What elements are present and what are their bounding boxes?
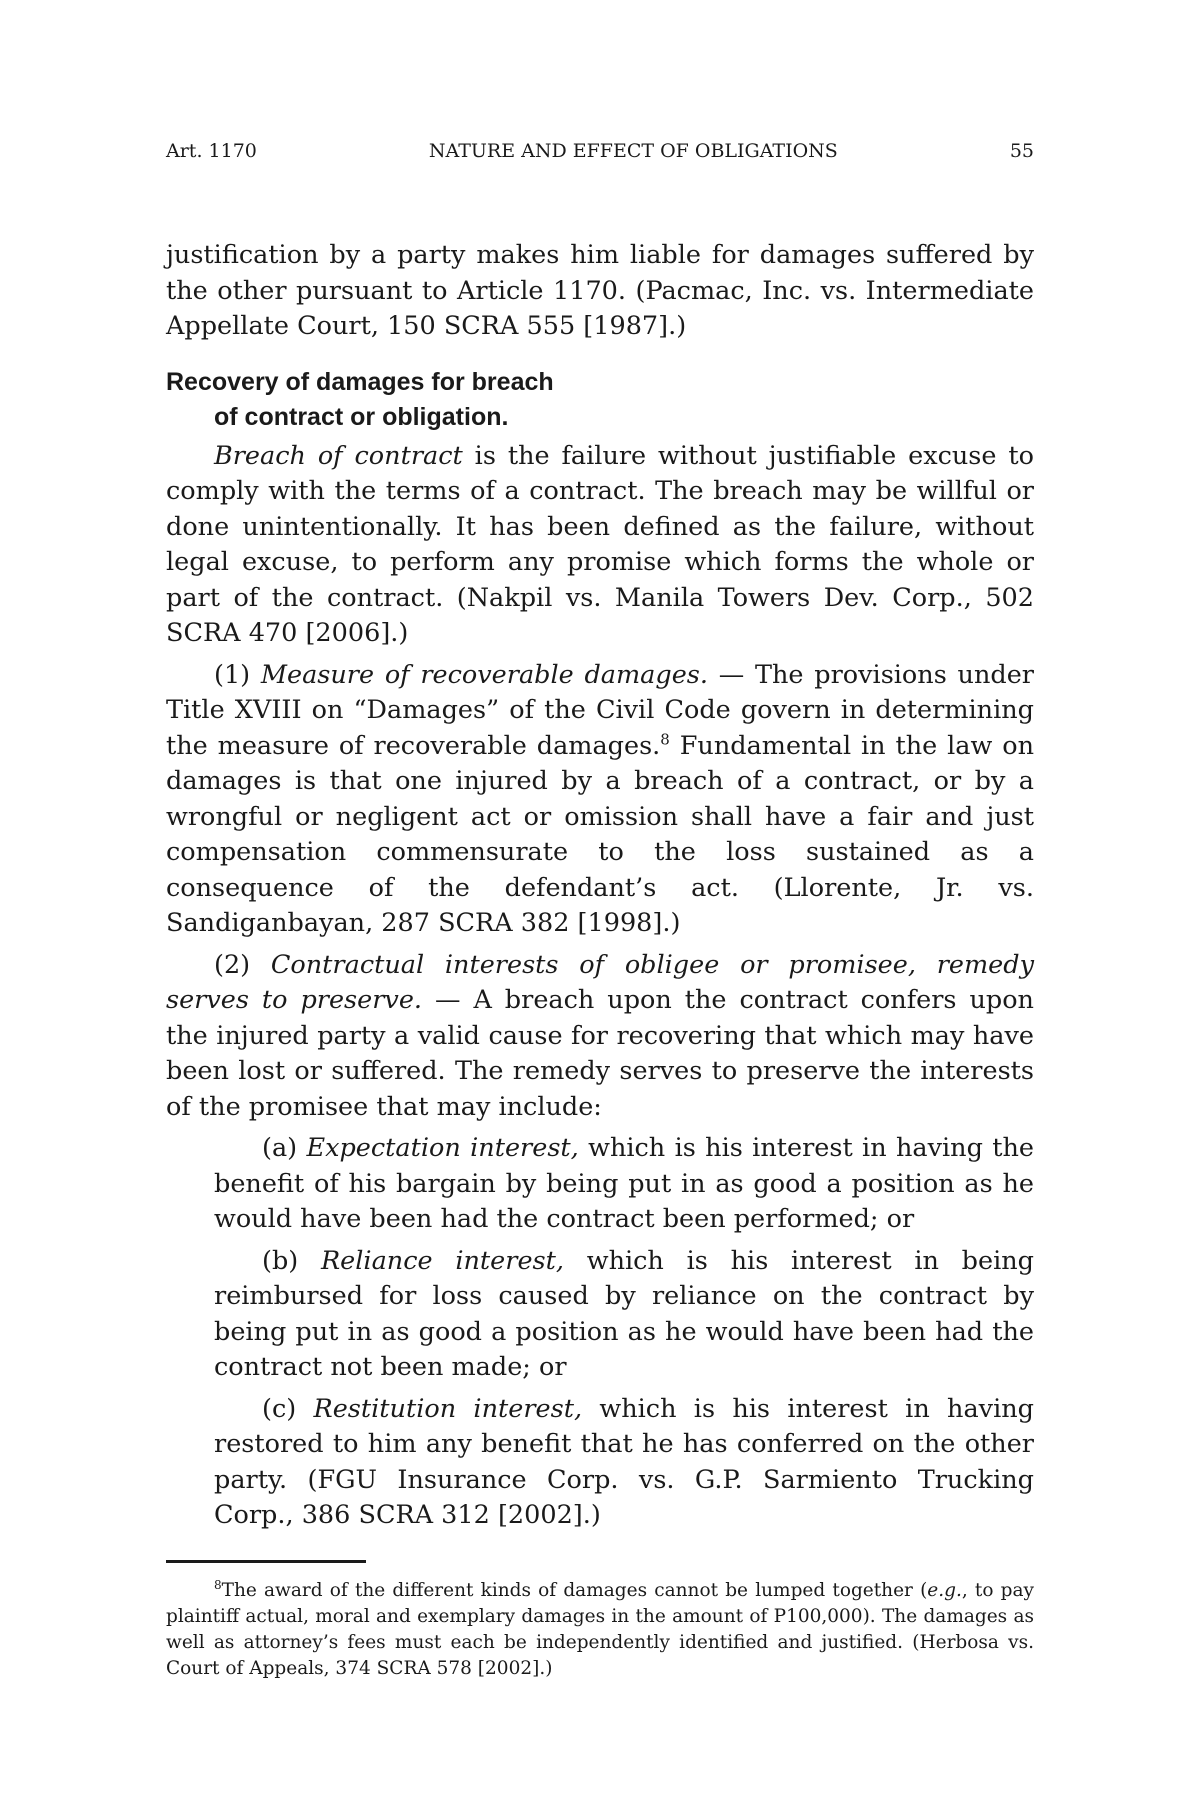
paragraph-measure-of-damages: (1) Measure of recoverable damages. — The provisions under Title XVIII on “Damages” of the Civil Code govern in determining the measure of recoverable damages.$^8$ Fundamental in the law on damages is that one injured by a breach of a contract, or by a wrongful or negligent act or omission shall have a fair and just compensation commensurate to the loss sustained as a consequence of the defendant’s act. (Llorente, Jr. vs. Sandiganbayan, 287 SCRA 382 [1998].) (166, 659, 1034, 938)
article-reference: Art. 1170 (166, 140, 257, 162)
item-term: Reliance interest, (320, 1245, 564, 1276)
footnote-reference: 8 (660, 730, 670, 748)
footnote (166, 1578, 1034, 1682)
list-item-expectation-interest: (a) Expectation interest, which is his interest in having the benefit of his bargain by being put in as good a position as he would have been had the contract been performed; or (214, 1133, 1035, 1234)
footnote-marker: 8 (214, 1577, 222, 1592)
item-term: Expectation interest, (306, 1133, 579, 1163)
chapter-title: NATURE AND EFFECT OF OBLIGATIONS (428, 140, 838, 162)
paragraph-contractual-interests: (2) Contractual interests of obligee or promisee, remedy serves to preserve. — A breach upon the contract confers upon the injured party a valid cause for recovering that which may have been lost or suffered. The remedy serves to preserve the interests of the promisee that may include: (166, 949, 1034, 1122)
defined-term: Breach of contract (214, 440, 463, 471)
section-heading (166, 365, 1034, 435)
list-item-restitution-interest: (c) Restitution interest, which is his interest in having restored to him any benefit that he has conferred on the other party. (FGU Insurance Corp. vs. G.P. Sarmiento Trucking Corp., 386 SCRA 312 [2002].) (214, 1393, 1034, 1530)
subheading-term: Measure of recoverable damages. (260, 659, 708, 690)
footnote-text: $^8$The award of the different kinds of damages cannot be lumped together (e.g., to pay plaintiff actual, moral and exemplary damages in the amount of P100,000). The damages as well as attorney’s fees must each be independently identified and justified. (Herbosa vs. Court of Appeals, 374 SCRA 578 [2002].) (166, 1577, 1034, 1679)
page-number: 55 (1009, 140, 1034, 162)
running-header (166, 140, 1034, 162)
subheading-term: Contractual interests of obligee or promisee, remedy serves to preserve. (166, 949, 1034, 1015)
continued-paragraph: justification by a party makes him liable for damages suffered by the other pursuant to Article 1170. (Pacmac, Inc. vs. Intermediate Appellate Court, 150 SCRA 555 [1987].) (166, 240, 1034, 341)
section-heading-line-2: of contract or obligation. (214, 402, 509, 431)
section-heading-line-1: Recovery of damages for breach (166, 367, 554, 396)
paragraph-breach-definition: Breach of contract is the failure without justifiable excuse to comply with the terms of a contract. The breach may be willful or done unintentionally. It has been defined as the failure, without legal excuse, to perform any promise which forms the whole or part of the contract. (Nakpil vs. Manila Towers Dev. Corp., 502 SCRA 470 [2006].) (166, 440, 1034, 648)
footnote-divider (166, 1560, 366, 1563)
item-term: Restitution interest, (313, 1393, 583, 1424)
body-text (166, 238, 1034, 1534)
list-item-reliance-interest: (b) Reliance interest, which is his interest in being reimbursed for loss caused by reliance on the contract by being put in as good a position as he would have been had the contract not been made; or (214, 1245, 1034, 1382)
